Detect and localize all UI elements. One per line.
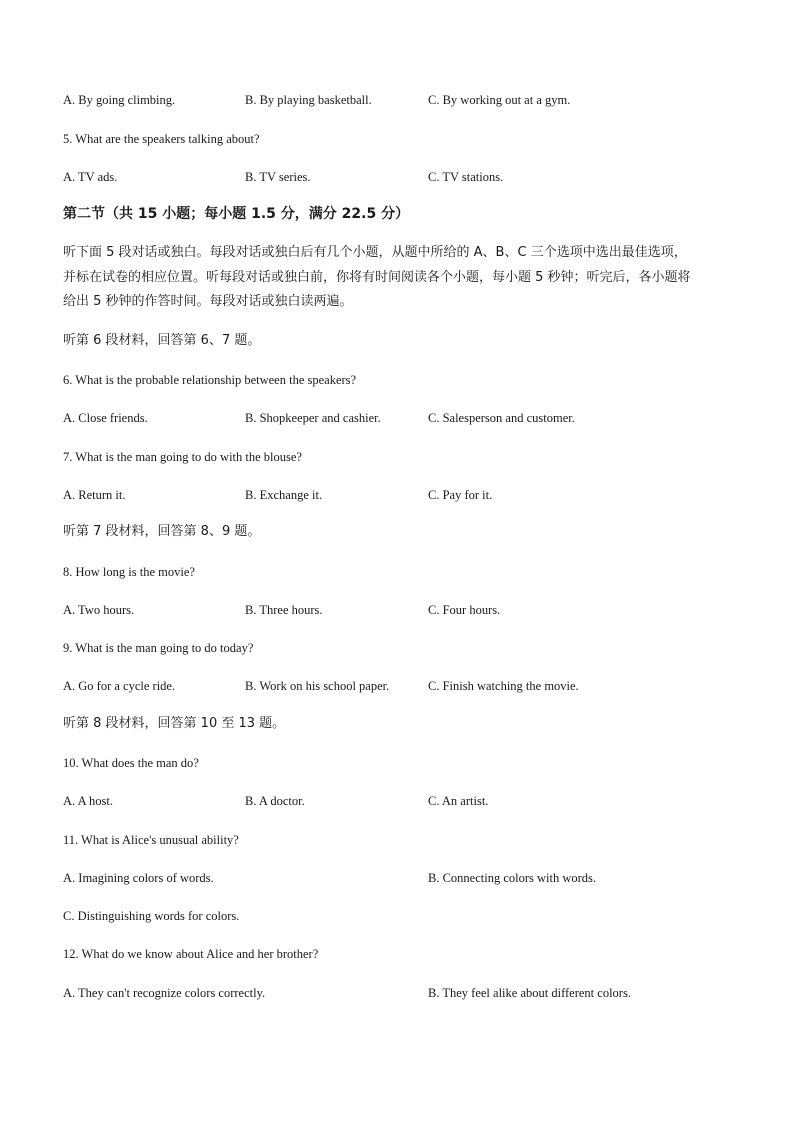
q6-option-c[interactable]: C. Salesperson and customer. <box>428 411 575 425</box>
q6-option-a[interactable]: A. Close friends. <box>63 411 148 425</box>
q12-option-a[interactable]: A. They can't recognize colors correctly. <box>63 986 266 1000</box>
q9-options <box>63 678 743 694</box>
q4-option-a[interactable]: A. By going climbing. <box>63 93 176 107</box>
q4-option-b[interactable]: B. By playing basketball. <box>245 93 372 107</box>
q6-question: 6. What is the probable relationship between the speakers? <box>63 373 357 387</box>
q9-option-c[interactable]: C. Finish watching the movie. <box>428 679 579 693</box>
q8-options <box>63 602 743 618</box>
q8-option-a[interactable]: A. Two hours. <box>63 603 135 617</box>
q6-options <box>63 410 743 426</box>
q7-option-a[interactable]: A. Return it. <box>63 488 126 502</box>
instruction-line: 并标在试卷的相应位置。听每段对话或独白前，你将有时间阅读各个小题，每小题 5 秒钟；听完后，各小题将 <box>63 269 691 285</box>
q9-question: 9. What is the man going to do today? <box>63 641 254 655</box>
q5-option-c[interactable]: C. TV stations. <box>428 170 504 184</box>
q7-option-b[interactable]: B. Exchange it. <box>245 488 323 502</box>
q5-option-a[interactable]: A. TV ads. <box>63 170 118 184</box>
q12-option-b[interactable]: B. They feel alike about different colors. <box>428 986 631 1000</box>
q9-option-b[interactable]: B. Work on his school paper. <box>245 679 390 693</box>
section2-instructions <box>63 241 743 315</box>
q7-options <box>63 487 743 503</box>
q8-option-b[interactable]: B. Three hours. <box>245 603 323 617</box>
q8-question: 8. How long is the movie? <box>63 565 195 579</box>
q10-option-b[interactable]: B. A doctor. <box>245 794 305 808</box>
material-8-label: 听第 8 段材料，回答第 10 至 13 题。 <box>63 716 286 731</box>
q11-question: 11. What is Alice's unusual ability? <box>63 833 239 847</box>
q4-options <box>63 92 743 108</box>
q10-option-a[interactable]: A. A host. <box>63 794 114 808</box>
q10-question: 10. What does the man do? <box>63 756 199 770</box>
q12-options <box>63 985 743 1001</box>
material-6-label: 听第 6 段材料，回答第 6、7 题。 <box>63 333 261 348</box>
q6-option-b[interactable]: B. Shopkeeper and cashier. <box>245 411 381 425</box>
q11-options-row2 <box>63 908 743 924</box>
q7-option-c[interactable]: C. Pay for it. <box>428 488 493 502</box>
q11-option-b[interactable]: B. Connecting colors with words. <box>428 871 597 885</box>
instruction-line: 听下面 5 段对话或独白。每段对话或独白后有几个小题，从题中所给的 A、B、C 三个选项中选出最佳选项， <box>63 245 687 260</box>
q9-option-a[interactable]: A. Go for a cycle ride. <box>63 679 176 693</box>
q11-options-row1 <box>63 870 743 886</box>
q10-options <box>63 793 743 809</box>
instruction-line: 给出 5 秒钟的作答时间。每段对话或独白读两遍。 <box>63 294 353 309</box>
q11-option-a[interactable]: A. Imagining colors of words. <box>63 871 214 885</box>
section2-heading: 第二节（共 15 小题；每小题 1.5 分，满分 22.5 分） <box>63 206 410 222</box>
q5-option-b[interactable]: B. TV series. <box>245 170 311 184</box>
q7-question: 7. What is the man going to do with the blouse? <box>63 450 302 464</box>
q12-question: 12. What do we know about Alice and her brother? <box>63 947 319 961</box>
q10-option-c[interactable]: C. An artist. <box>428 794 489 808</box>
q4-option-c[interactable]: C. By working out at a gym. <box>428 93 571 107</box>
q5-question: 5. What are the speakers talking about? <box>63 132 260 146</box>
q5-options <box>63 169 743 185</box>
material-7-label: 听第 7 段材料，回答第 8、9 题。 <box>63 524 261 539</box>
q11-option-c[interactable]: C. Distinguishing words for colors. <box>63 909 240 923</box>
q8-option-c[interactable]: C. Four hours. <box>428 603 501 617</box>
